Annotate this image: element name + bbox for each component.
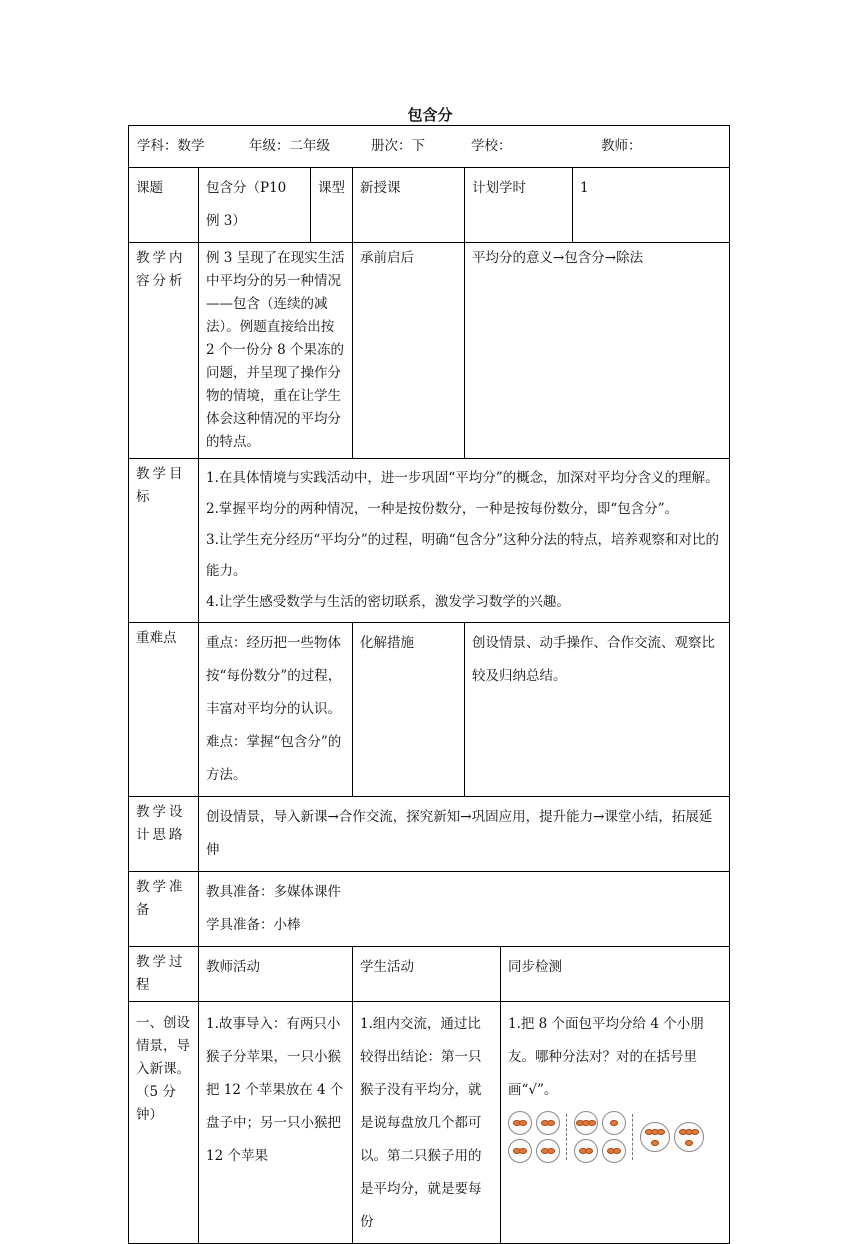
topic-value: 包含分（P10 例 3） [199,168,311,243]
topic-row [129,168,730,243]
step1-teacher: 1.故事导入：有两只小猴子分苹果，一只小猴把 12 个苹果放在 4 个盘子中；另一只小猴把 12 个苹果 [199,1002,353,1244]
option-divider [632,1114,634,1160]
option-b-plates [574,1111,626,1163]
teacher-prep: 教具准备：多媒体课件 [206,884,341,900]
goal-item: 3.让学生充分经历“平均分”的过程，明确“包含分”这种分法的特点，培养观察和对比的能力。 [206,532,719,579]
option-c-plates [640,1122,704,1152]
option-a-plates [508,1111,560,1163]
subject-field: 学科：数学 [137,138,205,154]
goal-item: 2.掌握平均分的两种情况，一种是按份数分，一种是按每份数分，即“包含分”。 [206,501,679,517]
col-sync-check: 同步检测 [501,947,730,1002]
measure-label: 化解措施 [353,623,465,797]
goal-item: 1.在具体情境与实践活动中，进一步巩固“平均分”的概念，加深对平均分含义的理解。 [206,470,719,486]
goal-item: 4.让学生感受数学与生活的密切联系，激发学习数学的兴趣。 [206,594,570,610]
process-label: 教学过程 [129,947,199,1002]
analysis-label: 教学内容分析 [129,243,199,459]
difficulty-point: 难点：掌握“包含分”的方法。 [206,734,342,783]
info-row [129,126,730,168]
lesson-plan-table [128,125,730,1244]
col-teacher-activity: 教师活动 [199,947,353,1002]
goals-label: 教学目标 [129,459,199,623]
prep-label: 教学准备 [129,872,199,947]
volume-field: 册次：下 [371,138,425,154]
step1-check: 1.把 8 个面包平均分给 4 个小朋友。哪种分法对？对的在括号里画“√”。 [508,1016,704,1098]
prep-row [129,872,730,947]
school-field: 学校： [471,138,512,154]
type-value: 新授课 [353,168,465,243]
page-title: 包含分 [407,106,453,124]
design-label: 教学设计思路 [129,797,199,872]
analysis-row [129,243,730,459]
hours-value: 1 [573,168,730,243]
link-label: 承前启后 [353,243,465,459]
link-value: 平均分的意义→包含分→除法 [465,243,730,459]
design-text: 创设情景，导入新课→合作交流，探究新知→巩固应用，提升能力→课堂小结，拓展延伸 [199,797,730,872]
bread-plates-image [508,1111,722,1163]
col-student-activity: 学生活动 [353,947,501,1002]
design-row [129,797,730,872]
goals-row [129,459,730,623]
option-divider [566,1114,568,1160]
keypoints-label: 重难点 [129,623,199,797]
analysis-text: 例 3 呈现了在现实生活中平均分的另一种情况——包含（连续的减法）。例题直接给出按 2 个一份分 8 个果冻的问题，并呈现了操作分物的情境，重在让学生体会这种情况的平均分的特点。 [199,243,353,459]
grade-field: 年级：二年级 [249,138,330,154]
student-prep: 学具准备：小棒 [206,917,301,933]
teacher-field: 教师： [601,138,642,154]
topic-label: 课题 [129,168,199,243]
measure-value: 创设情景、动手操作、合作交流、观察比较及归纳总结。 [465,623,730,797]
step1-label: 一、创设情景，导入新课。（5 分钟） [129,1002,199,1244]
keypoints-row [129,623,730,797]
step1-student: 1.组内交流，通过比较得出结论：第一只猴子没有平均分，就是说每盘放几个都可以。第二只猴子用的是平均分，就是要每份 [353,1002,501,1244]
type-label: 课型 [311,168,353,243]
process-header-row [129,947,730,1002]
key-point: 重点：经历把一些物体按“每份数分”的过程，丰富对平均分的认识。 [206,635,342,717]
hours-label: 计划学时 [465,168,573,243]
step1-row [129,1002,730,1244]
